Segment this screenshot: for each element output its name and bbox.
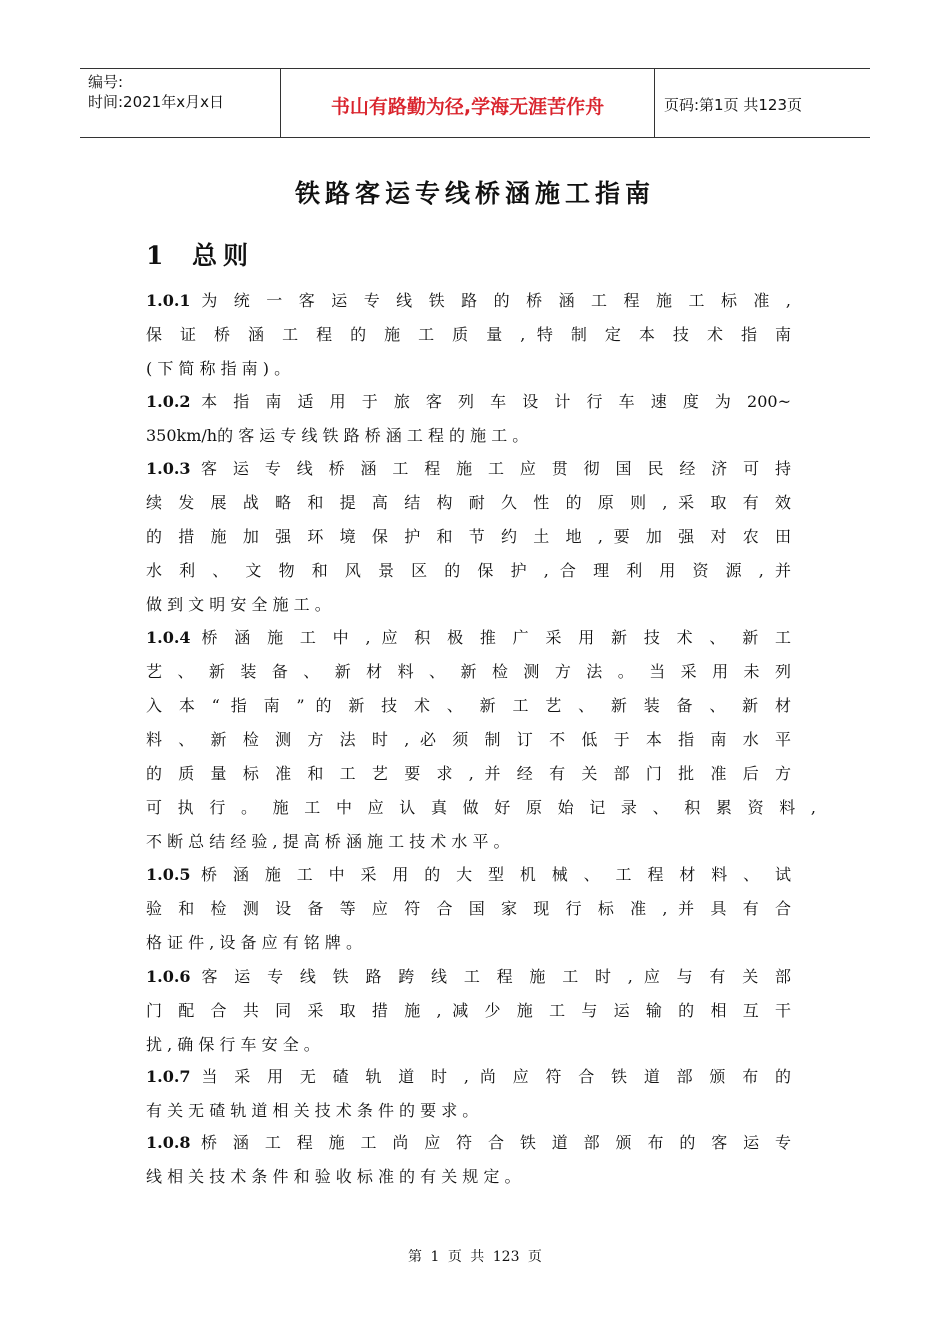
body-line: [146, 458, 791, 480]
body-line: [146, 425, 791, 447]
clause-number: 1.0.2: [146, 392, 191, 411]
body-line: [146, 898, 791, 920]
body-line: [146, 729, 791, 751]
body-line: [146, 324, 791, 346]
body-line: [146, 695, 791, 717]
clause-number: 1.0.4: [146, 628, 191, 647]
document-header: [80, 68, 870, 138]
clause-number: 1.0.6: [146, 967, 191, 986]
body-line: [146, 492, 791, 514]
line-text: 的 措 施 加 强 环 境 保 护 和 节 约 土 地 , 要 加 强 对 农 田: [146, 527, 791, 546]
line-text: 扰 , 确 保 行 车 安 全 。: [146, 1035, 320, 1054]
body-line: [146, 661, 791, 683]
body-line: [146, 1132, 791, 1154]
clause-number: 1.0.8: [146, 1133, 191, 1152]
line-text: 桥 涵 施 工 中 采 用 的 大 型 机 械 、 工 程 材 料 、 试: [201, 865, 791, 884]
body-line: [146, 763, 791, 785]
line-text: ( 下 简 称 指 南 ) 。: [146, 359, 291, 378]
document-code-label: 编号:: [88, 73, 124, 91]
header-page-info: 页码:第1页 共123页: [664, 96, 802, 114]
line-text: 入 本 “ 指 南 ” 的 新 技 术 、 新 工 艺 、 新 装 备 、 新 材: [146, 696, 791, 715]
line-text: 保 证 桥 涵 工 程 的 施 工 质 量 , 特 制 定 本 技 术 指 南: [146, 325, 791, 344]
section-heading: [146, 236, 254, 272]
line-text: 的 质 量 标 准 和 工 艺 要 求 , 并 经 有 关 部 门 批 准 后 方: [146, 764, 791, 783]
body-line: [146, 831, 791, 853]
body-line: [146, 966, 791, 988]
line-text: 桥 涵 工 程 施 工 尚 应 符 合 铁 道 部 颁 布 的 客 运 专: [201, 1133, 791, 1152]
body-line: [146, 1000, 791, 1022]
line-text: 为 统 一 客 运 专 线 铁 路 的 桥 涵 工 程 施 工 标 准 ,: [201, 291, 791, 310]
body-line: [146, 864, 791, 886]
body-line: [146, 526, 791, 548]
body-line: [146, 358, 791, 380]
line-text: 格 证 件 , 设 备 应 有 铭 牌 。: [146, 933, 362, 952]
line-text: 客 运 专 线 桥 涵 工 程 施 工 应 贯 彻 国 民 经 济 可 持: [201, 459, 791, 478]
line-text: 350km/h的 客 运 专 线 铁 路 桥 涵 工 程 的 施 工 。: [146, 426, 529, 445]
line-text: 有 关 无 碴 轨 道 相 关 技 术 条 件 的 要 求 。: [146, 1101, 479, 1120]
page-footer: 第 1 页 共 123 页: [408, 1249, 542, 1265]
line-text: 不 断 总 结 经 验 , 提 高 桥 涵 施 工 技 术 水 平 。: [146, 832, 510, 851]
line-text: 本 指 南 适 用 于 旅 客 列 车 设 计 行 车 速 度 为 200~: [201, 392, 791, 411]
line-text: 验 和 检 测 设 备 等 应 符 合 国 家 现 行 标 准 , 并 具 有 合: [146, 899, 791, 918]
body-line: [146, 290, 791, 312]
body-line: [146, 1166, 791, 1188]
section-number: 1: [146, 241, 164, 270]
body-line: [146, 1066, 791, 1088]
line-text: 料 、 新 检 测 方 法 时 , 必 须 制 订 不 低 于 本 指 南 水 平: [146, 730, 791, 749]
line-text: 线 相 关 技 术 条 件 和 验 收 标 准 的 有 关 规 定 。: [146, 1167, 521, 1186]
line-text: 续 发 展 战 略 和 提 高 结 构 耐 久 性 的 原 则 , 采 取 有 效: [146, 493, 791, 512]
body-line: [146, 797, 816, 819]
body-line: [146, 627, 791, 649]
section-title: 总则: [192, 241, 255, 270]
clause-number: 1.0.5: [146, 865, 191, 884]
line-text: 客 运 专 线 铁 路 跨 线 工 程 施 工 时 , 应 与 有 关 部: [201, 967, 791, 986]
body-line: [146, 560, 791, 582]
clause-number: 1.0.7: [146, 1067, 191, 1086]
body-line: [146, 391, 791, 413]
header-motto-cell: [281, 69, 655, 137]
document-date: 时间:2021年x月x日: [88, 93, 224, 111]
header-page-cell: [655, 69, 870, 137]
header-meta-cell: [80, 69, 281, 137]
header-motto: 书山有路勤为径,学海无涯苦作舟: [330, 96, 605, 118]
clause-number: 1.0.3: [146, 459, 191, 478]
line-text: 水 利 、 文 物 和 风 景 区 的 保 护 , 合 理 利 用 资 源 , 并: [146, 561, 791, 580]
line-text: 当 采 用 无 碴 轨 道 时 , 尚 应 符 合 铁 道 部 颁 布 的: [201, 1067, 791, 1086]
document-title: 铁路客运专线桥涵施工指南: [294, 179, 655, 208]
line-text: 桥 涵 施 工 中 , 应 积 极 推 广 采 用 新 技 术 、 新 工: [201, 628, 791, 647]
line-text: 可 执 行 。 施 工 中 应 认 真 做 好 原 始 记 录 、 积 累 资 料 ,: [146, 798, 816, 817]
line-text: 做 到 文 明 安 全 施 工 。: [146, 595, 331, 614]
body-line: [146, 1100, 791, 1122]
line-text: 艺 、 新 装 备 、 新 材 料 、 新 检 测 方 法 。 当 采 用 未 列: [146, 662, 791, 681]
clause-number: 1.0.1: [146, 291, 191, 310]
body-line: [146, 932, 791, 954]
body-line: [146, 1034, 791, 1056]
body-line: [146, 594, 791, 616]
line-text: 门 配 合 共 同 采 取 措 施 , 减 少 施 工 与 运 输 的 相 互 干: [146, 1001, 791, 1020]
